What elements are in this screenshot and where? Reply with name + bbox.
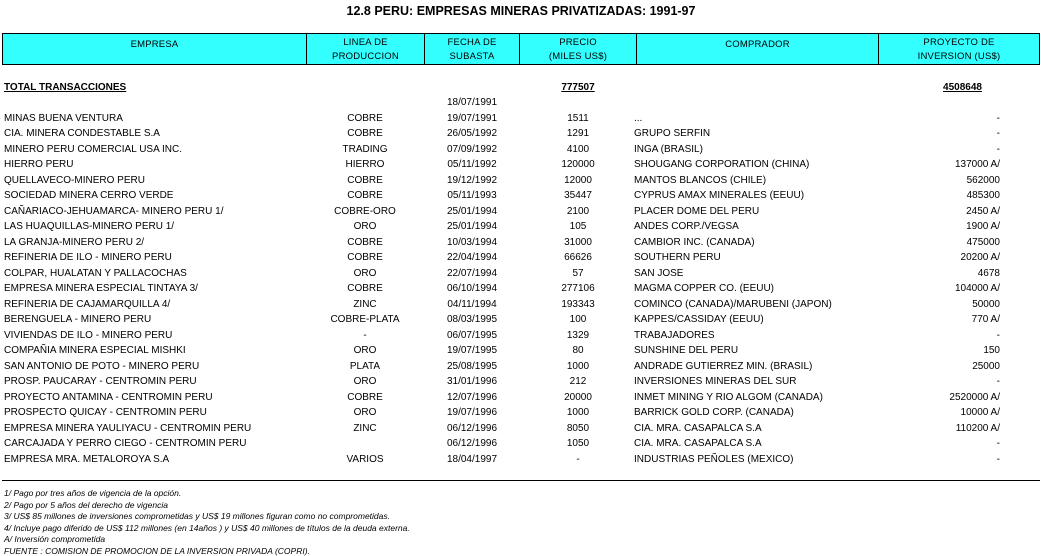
cell-inversion: 2520000 A/ <box>949 391 1000 403</box>
cell-precio: 193343 <box>561 298 595 310</box>
cell-comprador: COMINCO (CANADA)/MARUBENI (JAPON) <box>634 298 832 310</box>
cell-inversion: 137000 A/ <box>954 159 1000 170</box>
cell-inversion: 2450 A/ <box>966 205 1000 217</box>
cell-fecha: 31/01/1996 <box>446 376 498 387</box>
cell-precio: 100 <box>569 314 587 325</box>
cell-precio: 1329 <box>566 329 590 341</box>
cell-precio: 1000 <box>566 407 590 418</box>
cell-precio: 212 <box>569 376 587 387</box>
cell-comprador: SHOUGANG CORPORATION (CHINA) <box>634 159 810 170</box>
header-fecha-line1: FECHA DE <box>447 37 497 48</box>
cell-fecha: 04/11/1994 <box>447 298 497 310</box>
header-comprador-label: COMPRADOR <box>725 39 790 50</box>
cell-empresa: REFINERIA DE ILO - MINERO PERU <box>4 252 172 263</box>
cell-inversion: - <box>996 329 1000 341</box>
cell-linea: COBRE <box>347 283 383 294</box>
cell-comprador: INGA (BRASIL) <box>634 143 703 155</box>
header-empresa <box>2 33 307 65</box>
footnote: A/ Inversión comprometida <box>4 534 106 544</box>
cell-linea: HIERRO <box>345 159 385 170</box>
cell-empresa: VIVIENDAS DE ILO - MINERO PERU <box>4 329 173 341</box>
cell-linea: ZINC <box>353 422 377 434</box>
cell-empresa: CIA. MINERA CONDESTABLE S.A <box>4 128 160 139</box>
footer-divider <box>2 480 1040 481</box>
header-proyecto-line2: INVERSION (US$) <box>917 51 1001 62</box>
cell-comprador: MANTOS BLANCOS (CHILE) <box>634 174 767 186</box>
cell-comprador: SUNSHINE DEL PERU <box>634 345 739 356</box>
cell-empresa: REFINERIA DE CAJAMARQUILLA 4/ <box>4 298 171 310</box>
source-note: FUENTE : COMISION DE PROMOCION DE LA INVERSION PRIVADA (COPRI). <box>4 545 310 556</box>
cell-empresa: MINERO PERU COMERCIAL USA INC. <box>4 143 182 155</box>
cell-inversion: 150 <box>983 345 1000 356</box>
cell-precio: 277106 <box>561 283 595 294</box>
cell-fecha: 22/07/1994 <box>446 267 498 279</box>
cell-inversion: 25000 <box>972 360 1000 372</box>
cell-inversion: - <box>996 376 1000 387</box>
cell-fecha: 08/03/1995 <box>446 314 498 325</box>
cell-empresa: EMPRESA MRA. METALOROYA S.A <box>4 453 170 465</box>
footnote: 1/ Pago por tres años de vigencia de la opción. <box>4 488 182 498</box>
cell-fecha: 22/04/1994 <box>446 252 498 263</box>
header-linea <box>306 33 425 65</box>
cell-empresa: LAS HUAQUILLAS-MINERO PERU 1/ <box>4 221 175 232</box>
cell-linea: COBRE-ORO <box>334 205 396 217</box>
header-comprador <box>636 33 879 65</box>
cell-comprador: PLACER DOME DEL PERU <box>634 205 760 217</box>
cell-linea: - <box>363 329 367 341</box>
cell-linea: COBRE <box>347 190 383 201</box>
header-fecha-line2: SUBASTA <box>449 51 495 62</box>
cell-inversion: - <box>996 112 1000 124</box>
cell-precio: 8050 <box>566 422 590 434</box>
cell-empresa: PROSPECTO QUICAY - CENTROMIN PERU <box>4 407 207 418</box>
cell-comprador: KAPPES/CASSIDAY (EEUU) <box>634 314 764 325</box>
cell-linea: COBRE <box>347 174 383 186</box>
cell-precio: 1291 <box>566 128 590 139</box>
cell-inversion: - <box>996 128 1000 139</box>
footnote: 3/ US$ 85 millones de inversiones comprometidas y US$ 19 millones figuran como no comprometidas. <box>4 511 390 521</box>
cell-comprador: MAGMA COPPER CO. (EEUU) <box>634 283 775 294</box>
footnote: 4/ Incluye pago diferido de US$ 112 millones (en 14años ) y US$ 40 millones de títulos de la deuda externa. <box>4 522 410 533</box>
cell-inversion: 20200 A/ <box>960 252 1000 263</box>
cell-precio: 12000 <box>564 174 592 186</box>
cell-comprador: CAMBIOR INC. (CANADA) <box>634 236 755 248</box>
header-linea-line1: LINEA DE <box>343 37 388 48</box>
cell-fecha: 19/07/1996 <box>446 407 498 418</box>
cell-fecha: 06/10/1994 <box>446 283 498 294</box>
cell-precio: 57 <box>572 267 584 279</box>
cell-precio: 2100 <box>566 205 590 217</box>
cell-inversion: - <box>996 143 1000 155</box>
cell-precio: 31000 <box>564 236 592 248</box>
cell-inversion: 50000 <box>972 298 1000 310</box>
total-inversion: 4508648 <box>943 82 982 93</box>
header-precio-line1: PRECIO <box>559 37 597 48</box>
header-fecha <box>424 33 520 65</box>
cell-precio: 105 <box>569 221 587 232</box>
header-proyecto <box>878 33 1040 65</box>
cell-precio: 1511 <box>567 112 589 124</box>
cell-precio: 66626 <box>564 252 592 263</box>
cell-comprador: ANDRADE GUTIERREZ MIN. (BRASIL) <box>634 360 813 372</box>
cell-linea: COBRE <box>347 391 383 403</box>
cell-fecha: 19/07/1991 <box>446 112 498 124</box>
cell-precio: 80 <box>572 345 584 356</box>
cell-fecha: 25/01/1994 <box>446 205 498 217</box>
cell-fecha: 19/07/1995 <box>446 345 498 356</box>
header-empresa-label: EMPRESA <box>130 39 179 50</box>
cell-fecha: 25/01/1994 <box>446 221 498 232</box>
cell-inversion: 475000 <box>966 236 1000 248</box>
cell-fecha: 18/04/1997 <box>446 453 498 465</box>
header-proyecto-line1: PROYECTO DE <box>923 37 995 48</box>
cell-inversion: 110200 A/ <box>955 422 1000 434</box>
cell-comprador: INMET MINING Y RIO ALGOM (CANADA) <box>634 391 823 403</box>
cell-linea: ORO <box>353 267 377 279</box>
cell-fecha: 19/12/1992 <box>446 174 498 186</box>
cell-empresa: LA GRANJA-MINERO PERU 2/ <box>4 236 145 248</box>
cell-empresa: CARCAJADA Y PERRO CIEGO - CENTROMIN PERU <box>4 438 247 449</box>
cell-linea: ORO <box>353 221 377 232</box>
cell-linea: VARIOS <box>346 453 384 465</box>
header-precio-line2: (MILES US$) <box>548 51 608 62</box>
cell-precio: - <box>576 453 580 465</box>
cell-linea: COBRE <box>347 236 383 248</box>
cell-fecha: 07/09/1992 <box>446 143 498 155</box>
cell-empresa: COLPAR, HUALATAN Y PALLACOCHAS <box>4 267 187 279</box>
cell-fecha: 18/07/1991 <box>446 97 498 108</box>
cell-precio: 1050 <box>566 438 590 449</box>
cell-precio: 20000 <box>564 391 592 403</box>
cell-linea: ORO <box>353 376 377 387</box>
cell-linea: ORO <box>353 345 377 356</box>
cell-comprador: TRABAJADORES <box>634 329 715 341</box>
cell-linea: COBRE <box>347 252 383 263</box>
cell-linea: ORO <box>353 407 377 418</box>
cell-empresa: EMPRESA MINERA ESPECIAL TINTAYA 3/ <box>4 283 198 294</box>
cell-empresa: EMPRESA MINERA YAULIYACU - CENTROMIN PERU <box>4 422 252 434</box>
cell-precio: 120000 <box>561 159 595 170</box>
header-precio <box>519 33 637 65</box>
cell-empresa: BERENGUELA - MINERO PERU <box>4 314 152 325</box>
cell-precio: 35447 <box>564 190 592 201</box>
cell-empresa: QUELLAVECO-MINERO PERU <box>4 174 145 186</box>
cell-fecha: 10/03/1994 <box>446 236 498 248</box>
cell-inversion: - <box>996 438 1000 449</box>
cell-linea: COBRE-PLATA <box>330 314 400 325</box>
cell-comprador: CIA. MRA. CASAPALCA S.A <box>634 422 762 434</box>
total-precio: 777507 <box>561 82 595 93</box>
cell-comprador: INDUSTRIAS PEÑOLES (MEXICO) <box>634 453 794 465</box>
page-title: 12.8 PERU: EMPRESAS MINERAS PRIVATIZADAS: 1991-97 <box>346 4 696 18</box>
cell-empresa: SAN ANTONIO DE POTO - MINERO PERU <box>4 360 200 372</box>
cell-fecha: 05/11/1992 <box>447 159 497 170</box>
footnote: 2/ Pago por 5 años del derecho de vigencia <box>4 499 168 510</box>
cell-comprador: BARRICK GOLD CORP. (CANADA) <box>634 407 794 418</box>
cell-empresa: PROSP. PAUCARAY - CENTROMIN PERU <box>4 376 197 387</box>
cell-empresa: PROYECTO ANTAMINA - CENTROMIN PERU <box>4 391 213 403</box>
cell-fecha: 26/05/1992 <box>446 128 498 139</box>
cell-fecha: 25/08/1995 <box>446 360 498 372</box>
cell-inversion: 10000 A/ <box>960 407 1000 418</box>
cell-comprador: SOUTHERN PERU <box>634 252 721 263</box>
cell-fecha: 06/12/1996 <box>446 438 498 449</box>
cell-fecha: 05/11/1993 <box>447 190 497 201</box>
total-label: TOTAL TRANSACCIONES <box>4 82 127 93</box>
cell-inversion: 562000 <box>966 174 1000 186</box>
cell-comprador: SAN JOSE <box>634 267 684 279</box>
header-linea-line2: PRODUCCION <box>332 51 399 62</box>
cell-inversion: 4678 <box>977 267 1000 279</box>
cell-empresa: CAÑARIACO-JEHUAMARCA- MINERO PERU 1/ <box>4 205 224 217</box>
cell-empresa: COMPAÑIA MINERA ESPECIAL MISHKI <box>4 345 186 356</box>
cell-linea: ZINC <box>353 298 377 310</box>
cell-fecha: 12/07/1996 <box>446 391 498 403</box>
cell-linea: PLATA <box>349 360 381 372</box>
cell-linea: COBRE <box>347 112 383 124</box>
cell-inversion: 770 A/ <box>971 314 1000 325</box>
cell-comprador: ANDES CORP./VEGSA <box>634 221 739 232</box>
cell-fecha: 06/07/1995 <box>446 329 498 341</box>
cell-precio: 1000 <box>566 360 590 372</box>
cell-inversion: 1900 A/ <box>966 221 1000 232</box>
cell-linea: COBRE <box>347 128 383 139</box>
cell-comprador: INVERSIONES MINERAS DEL SUR <box>634 376 797 387</box>
cell-fecha: 06/12/1996 <box>446 422 498 434</box>
cell-comprador: CYPRUS AMAX MINERALES (EEUU) <box>634 190 805 201</box>
cell-empresa: HIERRO PERU <box>4 159 74 170</box>
cell-precio: 4100 <box>566 143 590 155</box>
cell-comprador: CIA. MRA. CASAPALCA S.A <box>634 438 762 449</box>
cell-comprador: GRUPO SERFIN <box>634 128 711 139</box>
cell-inversion: 104000 A/ <box>954 283 1000 294</box>
cell-comprador: ... <box>634 112 643 124</box>
cell-inversion: 485300 <box>966 190 1000 201</box>
cell-empresa: SOCIEDAD MINERA CERRO VERDE <box>4 190 174 201</box>
cell-inversion: - <box>996 453 1000 465</box>
cell-empresa: MINAS BUENA VENTURA <box>4 112 123 124</box>
cell-linea: TRADING <box>342 143 388 155</box>
